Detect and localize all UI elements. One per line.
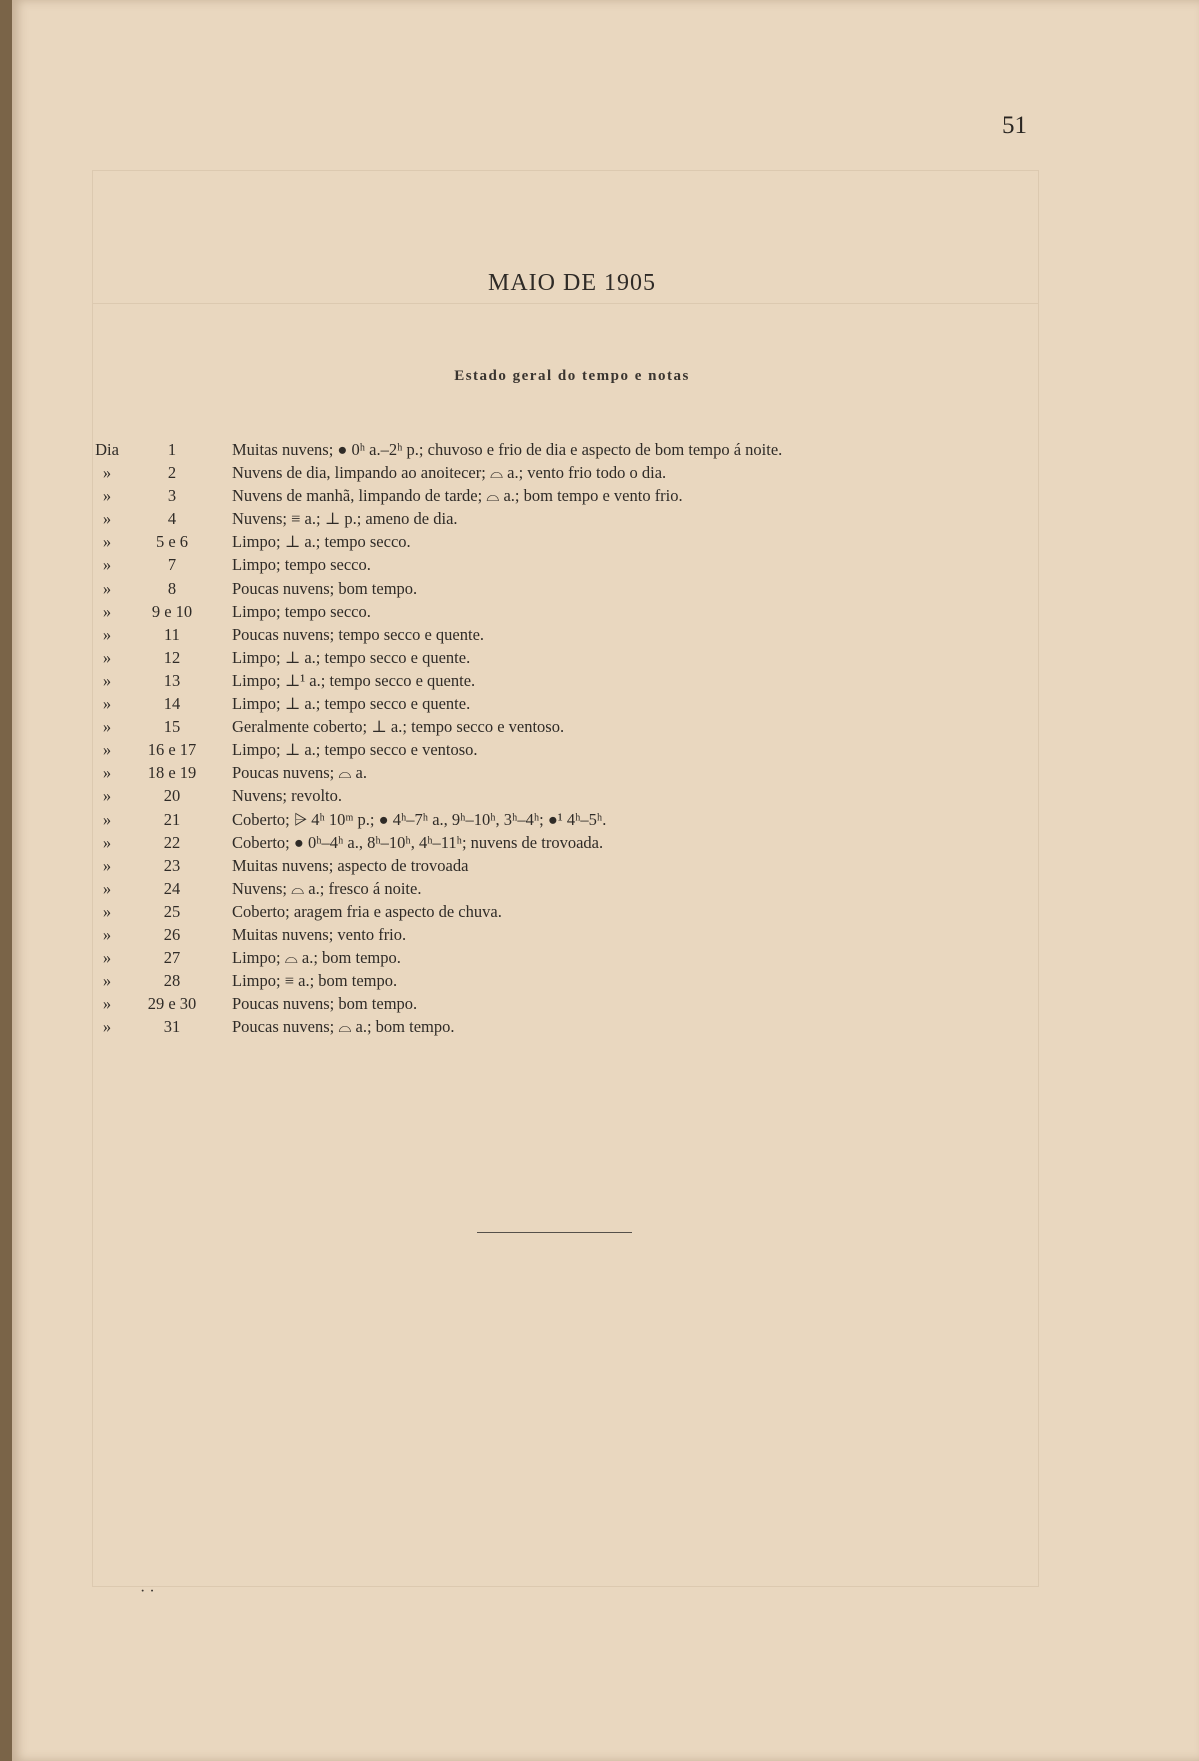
row-label: » [102,855,112,875]
list-item [12,761,1199,784]
list-item [12,669,1199,692]
row-label: » [102,786,112,806]
day-number: 25 [163,901,181,921]
day-number: 28 [163,971,181,991]
list-item [12,461,1199,484]
weather-note: Limpo; ⌓ a.; bom tempo. [232,948,401,968]
day-number: 21 [163,809,181,829]
weather-note: Nuvens; ≡ a.; ⊥ p.; ameno de dia. [232,509,458,529]
row-label: » [102,578,112,598]
day-number: 2 [167,463,177,483]
day-number: 20 [163,786,181,806]
list-item [12,438,1199,461]
page-title: MAIO DE 1905 [488,270,656,296]
list-item [12,992,1199,1015]
footer-marks: · · [140,1583,155,1600]
closing-rule [477,1232,632,1233]
row-label: » [102,948,112,968]
day-number: 15 [163,717,181,737]
weather-note: Muitas nuvens; vento frio. [232,924,407,944]
row-label: » [102,924,112,944]
day-number: 11 [164,624,180,644]
list-item [12,946,1199,969]
row-label: » [102,463,112,483]
list-item [12,969,1199,992]
list-item [12,530,1199,553]
book-spine [0,0,12,1761]
weather-note: Limpo; ≡ a.; bom tempo. [232,971,398,991]
list-item [12,600,1199,623]
day-number: 7 [167,555,177,575]
row-label: » [102,994,112,1014]
row-label: » [102,694,112,714]
row-label: » [102,878,112,898]
list-item [12,877,1199,900]
weather-note: Muitas nuvens; aspecto de trovoada [232,855,469,875]
weather-note: Limpo; ⊥ a.; tempo secco e quente. [232,694,471,714]
day-number: 13 [163,670,181,690]
list-item [12,923,1199,946]
list-item [12,692,1199,715]
list-item [12,623,1199,646]
list-item [12,577,1199,600]
list-item [12,646,1199,669]
weather-note: Limpo; ⊥ a.; tempo secco e quente. [232,647,471,667]
list-item [12,507,1199,530]
weather-note: Poucas nuvens; bom tempo. [232,578,418,598]
row-label: » [102,624,112,644]
row-label: » [102,717,112,737]
weather-note: Limpo; ⊥ a.; tempo secco. [232,532,411,552]
weather-note: Nuvens; revolto. [232,786,342,806]
row-label: » [102,670,112,690]
day-number: 26 [163,924,181,944]
list-item [12,854,1199,877]
weather-note: Nuvens; ⌓ a.; fresco á noite. [232,878,422,898]
weather-note: Limpo; ⊥ a.; tempo secco e ventoso. [232,740,478,760]
day-number: 4 [167,509,177,529]
weather-note: Coberto; aragem fria e aspecto de chuva. [232,901,502,921]
row-label: » [102,809,112,829]
row-label: » [102,740,112,760]
weather-note: Geralmente coberto; ⊥ a.; tempo secco e ventoso. [232,717,565,737]
weather-note: Poucas nuvens; tempo secco e quente. [232,624,485,644]
weather-note: Coberto; ● 0ʰ–4ʰ a., 8ʰ–10ʰ, 4ʰ–11ʰ; nuvens de trovoada. [232,832,604,852]
list-item [12,900,1199,923]
section-subtitle: Estado geral do tempo e notas [454,368,690,384]
day-number: 14 [163,694,181,714]
row-label: » [102,509,112,529]
day-number: 16 e 17 [147,740,197,760]
list-item [12,808,1199,831]
document-page [12,0,1199,1761]
weather-note: Nuvens de dia, limpando ao anoitecer; ⌓ a.; vento frio todo o dia. [232,463,667,483]
row-label: Dia [95,440,119,459]
row-label: » [102,1017,112,1037]
list-item [12,553,1199,576]
day-number: 5 e 6 [155,532,189,552]
weather-note: Poucas nuvens; ⌓ a. [232,763,367,783]
list-item [12,715,1199,738]
row-label: » [102,901,112,921]
weather-note: Poucas nuvens; ⌓ a.; bom tempo. [232,1017,455,1037]
row-label: » [102,971,112,991]
row-label: » [102,532,112,552]
day-number: 3 [167,486,177,506]
list-item [12,831,1199,854]
day-number: 24 [163,878,181,898]
weather-note: Muitas nuvens; ● 0ʰ a.–2ʰ p.; chuvoso e frio de dia e aspecto de bom tempo á noite. [232,440,783,459]
day-number: 27 [163,948,181,968]
day-number: 12 [163,647,181,667]
list-item [12,484,1199,507]
day-number: 18 e 19 [147,763,197,783]
row-label: » [102,486,112,506]
weather-note: Poucas nuvens; bom tempo. [232,994,418,1014]
row-label: » [102,832,112,852]
day-number: 8 [167,578,177,598]
page-number: 51 [1002,112,1027,139]
weather-note: Nuvens de manhã, limpando de tarde; ⌓ a.; bom tempo e vento frio. [232,486,683,506]
row-label: » [102,555,112,575]
day-number: 9 e 10 [151,601,193,621]
list-item [12,738,1199,761]
row-label: » [102,763,112,783]
weather-note: Limpo; tempo secco. [232,555,371,575]
weather-note: Limpo; tempo secco. [232,601,371,621]
day-number: 29 e 30 [147,994,197,1014]
weather-note: Limpo; ⊥¹ a.; tempo secco e quente. [232,670,476,690]
day-number: 1 [167,440,177,459]
row-label: » [102,647,112,667]
list-item [12,784,1199,807]
day-number: 31 [163,1017,181,1037]
day-number: 23 [163,855,181,875]
weather-note: Coberto; ⩥ 4ʰ 10ᵐ p.; ● 4ʰ–7ʰ a., 9ʰ–10ʰ, 3ʰ–4ʰ; ●¹ 4ʰ–5ʰ. [232,809,607,829]
weather-notes-list [12,438,1199,1038]
row-label: » [102,601,112,621]
day-number: 22 [163,832,181,852]
list-item [12,1015,1199,1038]
